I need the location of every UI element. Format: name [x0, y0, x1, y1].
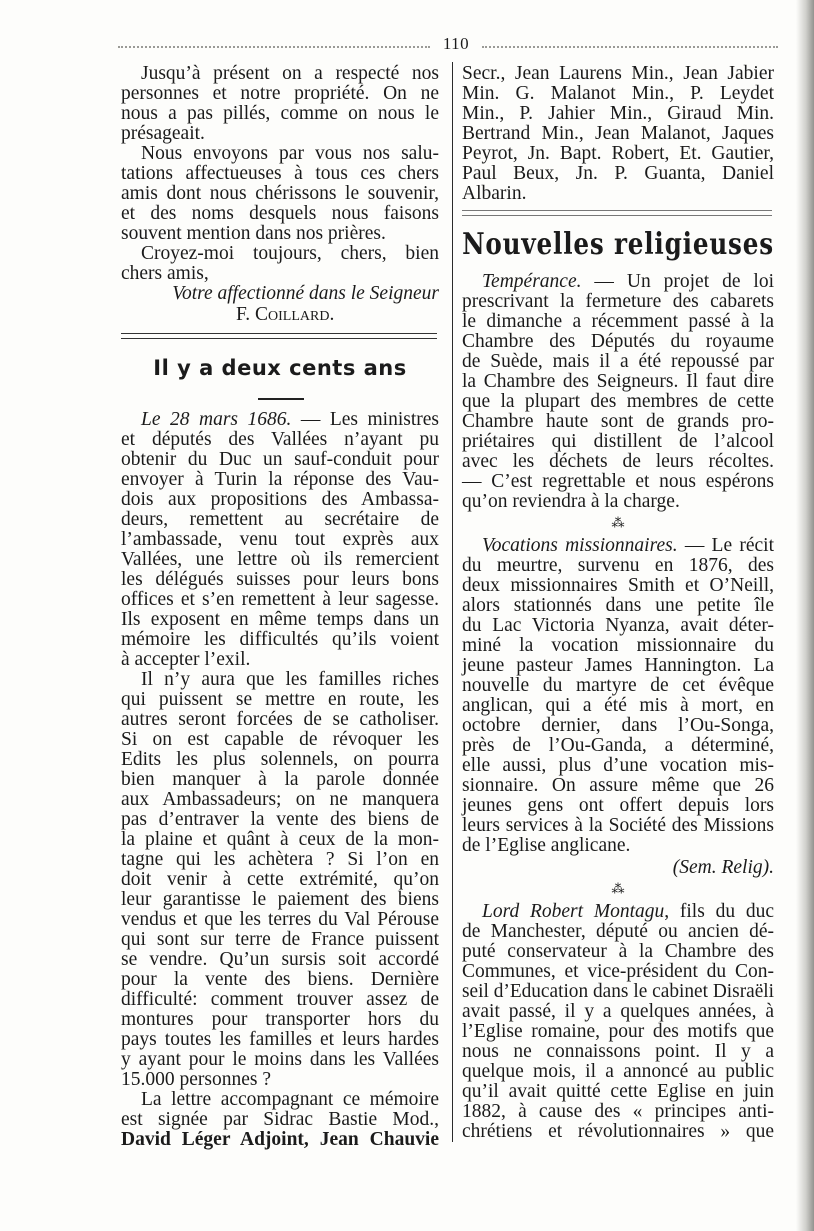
text-line: David Léger Adjoint, Jean Chauvie	[121, 1129, 439, 1150]
text-line: du meurtre, survenu en 1876, des	[462, 555, 774, 576]
text-line: qui puissent se mettre en route, les	[121, 689, 439, 710]
text-line: nouvelle du martyre de cet évêque	[462, 675, 774, 696]
text-line	[462, 902, 774, 922]
text-line: deux missionnaires Smith et O’Neill,	[462, 575, 774, 596]
asterism-separator: ⁂	[611, 881, 625, 896]
text-line: de l’Eglise anglicane.	[462, 835, 631, 856]
section-title-blackletter: Nouvelles religieuses	[462, 227, 774, 262]
text-line: difficulté: comment trouver assez de	[121, 989, 439, 1010]
column-divider	[452, 62, 453, 1142]
text-line: de Suède, mais il a été repoussé par	[462, 351, 774, 372]
text-line: Secr., Jean Laurens Min., Jean Jabier	[462, 63, 774, 84]
text-line: Vallées, une lettre où ils remercient	[121, 549, 439, 570]
text-line: qu’il avait quitté cette Eglise en juin	[462, 1081, 774, 1102]
page-edge-shadow	[796, 0, 814, 1231]
text-line: prescrivant la fermeture des cabarets	[462, 291, 774, 312]
text-line: à accepter l’exil.	[121, 649, 251, 670]
header-rule-right	[482, 46, 778, 48]
text-line: Ils exposent en même temps dans un	[121, 609, 439, 630]
text-line: dois aux propositions des Ambassa-	[121, 489, 439, 510]
text-line: l’ambassade, venu tout exprès aux	[121, 529, 439, 550]
text-line: Paul Beux, Jn. P. Guanta, Daniel	[462, 163, 774, 184]
text-line: aux Ambassadeurs; on ne manquera	[121, 789, 439, 810]
article-title: Il y a deux cents ans	[153, 356, 407, 380]
text-line: amis dont nous chérissons le souvenir,	[121, 183, 439, 204]
text-line: quelque mois, il a annoncé au public	[462, 1061, 774, 1082]
text-line: chers amis,	[121, 263, 209, 284]
text-line: le dimanche a récemment passé à la	[462, 311, 774, 332]
text-line: doit venir à cette extrémité, qu’on	[121, 869, 439, 890]
text-line: Min. G. Malanot Min., P. Leydet	[462, 83, 774, 104]
text-line: envoyer à Turin la réponse des Vau-	[121, 469, 439, 490]
text-line: — C’est regrettable et nous espérons	[462, 471, 774, 492]
header-rule-left	[118, 46, 430, 48]
text-line	[121, 410, 439, 430]
text-line: leur garantisse le paiement des biens	[121, 889, 439, 910]
text-line: Jusqu’à présent on a respecté nos	[141, 63, 439, 84]
asterism-separator: ⁂	[611, 515, 625, 530]
text-line: Si on est capable de révoquer les	[121, 729, 439, 750]
text-line: avec les déchets de leurs récoltes.	[462, 451, 774, 472]
text-line: bien manquer à la parole donnée	[121, 769, 439, 790]
section-double-rule	[121, 333, 437, 339]
article-dateline: Le 28 mars 1686.	[141, 409, 292, 430]
text-line: 1882, à cause des « principes anti-	[462, 1101, 774, 1122]
letter-closing: Votre affectionné dans le Seigneur	[172, 283, 439, 304]
text-span: — Un projet de loi	[581, 271, 774, 292]
text-line: autres seront forcées de se catholiser.	[121, 709, 439, 730]
text-line: miné la vocation missionnaire du	[462, 635, 774, 656]
text-line	[462, 536, 774, 556]
text-line: sionnaire. On assure même que 26	[462, 775, 774, 796]
text-line: Nous envoyons par vous nos salu-	[141, 143, 439, 164]
text-line: seil d’Education dans le cabinet Disraëli	[462, 981, 775, 1002]
text-line: du Lac Victoria Nyanza, avait déter-	[462, 615, 774, 636]
text-line: mémoire les difficultés qu’ils voient	[121, 629, 439, 650]
text-line: jeunes gens ont offert depuis lors	[462, 795, 774, 816]
text-line: elle aussi, plus d’une vocation mis-	[462, 755, 774, 776]
text-line: qui sont sur terre de France puissent	[121, 929, 439, 950]
text-span: , fils du duc	[664, 901, 774, 922]
text-line: pays toutes les familles et leurs hardes	[121, 1029, 439, 1050]
item-lead: Lord Robert Montagu	[482, 901, 665, 922]
text-line: se vendre. Qu’un sursis soit accordé	[121, 949, 439, 970]
text-line: Edits les plus solennels, on pourra	[121, 749, 439, 770]
text-line: Albarin.	[462, 183, 527, 204]
text-line: jeune pasteur James Hannington. La	[462, 655, 774, 676]
text-line: nous a pas pillés, comme on nous le	[121, 103, 439, 124]
source-citation: (Sem. Relig).	[672, 857, 774, 878]
text-line: et des noms desquels nous faisons	[121, 203, 439, 224]
text-line: chrétiens et révolutionnaires » que	[462, 1121, 774, 1142]
text-line: Communes, et vice-président du Con-	[462, 961, 774, 982]
item-lead: Tempérance.	[482, 271, 582, 292]
text-line: Bertrand Min., Jean Malanot, Jaques	[462, 123, 774, 144]
text-line: pour la vente des biens. Dernière	[121, 969, 439, 990]
text-line: personnes et notre propriété. On ne	[121, 83, 439, 104]
text-line: Min., P. Jahier Min., Giraud Min.	[462, 103, 774, 124]
section-double-rule	[462, 210, 772, 216]
text-line: présageait.	[121, 123, 205, 144]
text-line: qu’on reviendra à la charge.	[462, 491, 680, 512]
text-line: est signée par Sidrac Bastie Mod.,	[121, 1109, 439, 1130]
text-line: octobre dernier, dans l’Ou-Songa,	[462, 715, 774, 736]
text-line: la plaine et quânt à ceux de la mon-	[121, 829, 439, 850]
text-line: vendus et que les terres du Val Pérouse	[121, 909, 439, 930]
text-line: La lettre accompagnant ce mémoire	[141, 1089, 439, 1110]
text-line: Chambre haute sont de grands pro-	[462, 411, 774, 432]
text-line: les délégués suisses pour leurs bons	[121, 569, 439, 590]
text-line: deurs, remettent au secrétaire de	[121, 509, 439, 530]
text-line: Chambre des Députés du royaume	[462, 331, 774, 352]
text-line: que la plupart des membres de cette	[462, 391, 774, 412]
text-line: leurs services à la Société des Missions	[462, 815, 774, 836]
text-span: — Les ministres	[291, 409, 440, 430]
text-line: de Manchester, député ou ancien dé-	[462, 921, 774, 942]
text-line: priétaires qui distillent de l’alcool	[462, 431, 774, 452]
text-line: Il n’y aura que les familles riches	[141, 669, 439, 690]
page-number: 110	[442, 34, 470, 53]
text-line: l’Eglise romaine, pour des motifs que	[462, 1021, 774, 1042]
text-line: anglican, qui a été mis à mort, en	[462, 695, 774, 716]
text-line: Peyrot, Jn. Bapt. Robert, Et. Gautier,	[462, 143, 774, 164]
text-line: obtenir du Duc un sauf-conduit pour	[121, 449, 439, 470]
text-line: Croyez-moi toujours, chers, bien	[141, 243, 439, 264]
text-line: offices et s’en remettent à leur sagesse.	[121, 589, 439, 610]
text-line: nous ne connaissons point. Il y a	[462, 1041, 774, 1062]
text-line: alors stationnés dans une petite île	[462, 595, 774, 616]
text-line: la Chambre des Seigneurs. Il faut dire	[462, 371, 774, 392]
text-line: 15.000 personnes ?	[121, 1069, 272, 1090]
text-line: près de l’Ou-Ganda, a déterminé,	[462, 735, 774, 756]
text-line	[462, 272, 774, 292]
text-line: avait passé, il y a quelques années, à	[462, 1001, 774, 1022]
text-line: puté conservateur à la Chambre des	[462, 941, 774, 962]
text-line: pas d’entraver la vente des biens de	[121, 809, 439, 830]
letter-signature: F. Coillard.	[236, 304, 335, 325]
text-line: montures pour transporter hors du	[121, 1009, 439, 1030]
title-dash-ornament	[258, 398, 304, 400]
text-line: souvent mention dans nos prières.	[121, 223, 386, 244]
item-lead: Vocations missionnaires.	[482, 535, 678, 556]
text-span: — Le récit	[677, 535, 774, 556]
text-line: y ayant pour le moins dans les Vallées	[121, 1049, 439, 1070]
text-line: tagne qui les achètera ? Si l’on en	[121, 849, 439, 870]
text-line: et députés des Vallées n’ayant pu	[121, 429, 439, 450]
text-line: tations affectueuses à tous ces chers	[121, 163, 439, 184]
